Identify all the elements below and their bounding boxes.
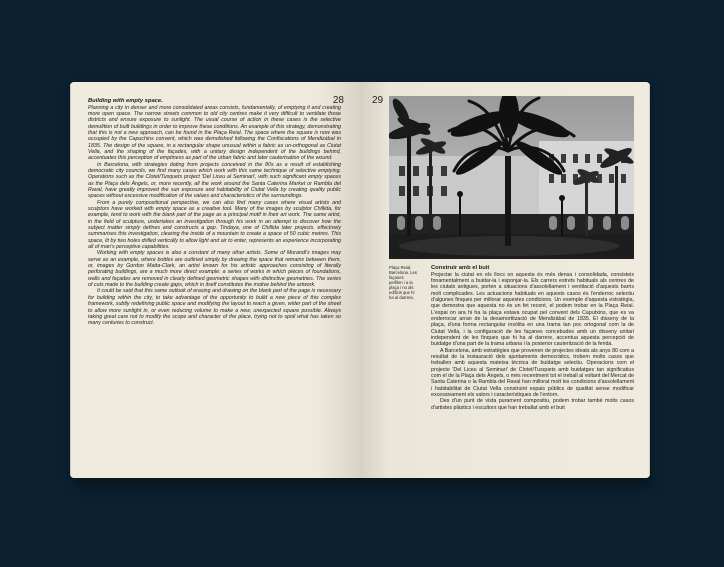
right-paragraph: Projectar la ciutat en els llocs on aquesta és més densa i consolidada, consisteix fonamentalment a buidar-la i esponjar-la. Els carrers estrets habituals als centres de les ciutats antigues, porten a situacions d'assolellament i ventilació d'aquests barris molt complicades. Les actuacions habituals en aquests casos és l'enderroc selectiu d'algunes finques per millorar aquestes condicions. Un exemple d'aquesta estratègia, que demostra que aquesta no és un fet recent, el podem trobar en la Plaça Reial. L'espai on ara hi ha la plaça estava ocupat pel convent dels Caputxins, que es va enderrocar arran de la desamortització de Mendizàbal de 1835. El disseny de la plaça, d'una forma rectangular insòlita en una trama tan poc ortogonal com la de Ciutat Vella, i la configuració de les façanes concebudes amb un disseny unitari independent de les finques que hi ha al darrere, accentua aquesta percepció de buidatge d'una part de la trama urbana i la posterior cauterització de la ferida.	[431, 271, 634, 348]
page-number-right: 29	[372, 95, 384, 106]
open-book	[70, 82, 650, 482]
left-paragraph: Planning a city in denser and more consolidated areas consists, fundamentally, of emptying it and creating more open space. The narrow streets common to old city centres make it very difficult to ventilate those districts and ensure exposure to sunlight. The usual course of action in these cases is the selective demolition of built buildings in order to improve these conditions. An example of this strategy, demonstrating that this is not a new approach, can be found in the Plaça Reial. The space where the square is now was occupied by the Capuchins convent, which was demolished following the Confiscations of Mendizábal in 1835. The design of the square, in a rectangular shape unusual within a fabric as un-orthogonal as Ciutat Vella, and the shaping of the façades, with a unitary design independent of the buildings behind, accentuates this perception of emptiness as part of the urban fabric and later cauterisation of the wound.	[88, 104, 341, 162]
right-page	[360, 82, 650, 478]
page-edge	[649, 86, 650, 476]
plaza-photo	[389, 96, 634, 259]
palm-square-photo	[389, 96, 634, 259]
right-text-column	[431, 265, 634, 411]
left-paragraph: In Barcelona, with strategies dating from projects conceived in the 80s as a result of establishing democratic city councils, we find many cases which work with this same technique of selective emptying. Operations such as the Clotet/Tusquets project 'Del Liceu al Seminari', with such significant empty spaces as the Plaça dels Àngels, or, more recently, all the work around the Santa Caterina Market or Rambla del Raval, have greatly improved the sun exposure and habitability of Ciutat Vella by creating quality public spaces without excessive modification of the values and characteristics of the surroundings.	[88, 161, 341, 200]
left-text-column	[88, 98, 341, 327]
page-edge	[70, 86, 71, 476]
left-paragraph: From a purely compositional perspective, we can also find many cases where visual artists and sculptors have worked with empty space as a creative tool. Many of the images by sculptor Chillida, for example, tend to work with the blank part of the page as a principal motif in their art work. The same artist, in the field of sculpture, undertakes an investigation through his work in an attempt to discover how the subject matter simply defines and constructs a gap. Tindaya, one of Chillida later projects, effectively summarises this investigation, clearing the inside of a mountain to create a space of 50 cubic metres. This space, lit by two holes drilled vertically to allow light and air to enter, represents an experience incorporating all of man's perceptive capabilities.	[88, 199, 341, 251]
left-paragraph: Working with empty spaces is also a constant of many other artists. Some of Morandi's images may serve as an example, where bottles are outlined simply by drawing the space that remains between them, or, images by Gordon Matta-Clark, an artist known for his artistic approaches consisting of literally perforating buildings, are a much more direct example: a series of works in which pieces of foundations, walls and façades are removed in clearly defined geometric shapes with distinctive geometries. The series of cuts made to the building create gaps, which in itself constitutes the motive behind the artwork.	[88, 250, 341, 289]
left-heading: Building with empty space.	[88, 98, 163, 104]
right-paragraph: A Barcelona, amb estratègies que provenen de projectes ideats als anys 80 com a resultat de la instauració dels ajuntaments democràtics, trobem molts casos que treballen amb aquesta mateixa tècnica de buidatge selectiu. Operacions com el projecte 'Del Liceu al Seminari' de Clotet/Tusquets amb buidatges tan significatius com el de la Plaça dels Àngels, o més recentment tot el treball al voltant del Mercat de Santa Caterina o la Rambla del Raval han millorat molt les condicions d'assolellament i habitabilitat de Ciutat Vella construint espais públics de qualitat sense modificar excessivament els valors i característiques de l'entorn.	[431, 347, 634, 399]
right-paragraph: Des d'un punt de vista purament compositiu, podem trobar també molts casos d'artistes plàstics i escultors que han treballat amb el buit	[431, 398, 634, 411]
photo-caption: Plaça Reial, Barcelona. Les façanes perfilen i a la plaça i no als edificis que hi ha al darrera.	[389, 265, 417, 300]
left-paragraph: It could be said that this same outlook of erasing and drawing on the blank part of the page is necessary for building within the city, to take advantage of the opportunity to build a new piece of this complex framework, subtly redefining public space and modifying the layout to reach a given, wider part of the street to allow more sunlight in, or even reducing volume to make a new, unexpected square possible. Always taking great care not to modify the scope and character of the place, trying not to spoil what has taken so many centuries to construct.	[88, 288, 341, 327]
left-page	[70, 82, 360, 478]
page-number-left: 28	[332, 95, 344, 106]
right-heading: Construir amb el buit	[431, 265, 490, 271]
